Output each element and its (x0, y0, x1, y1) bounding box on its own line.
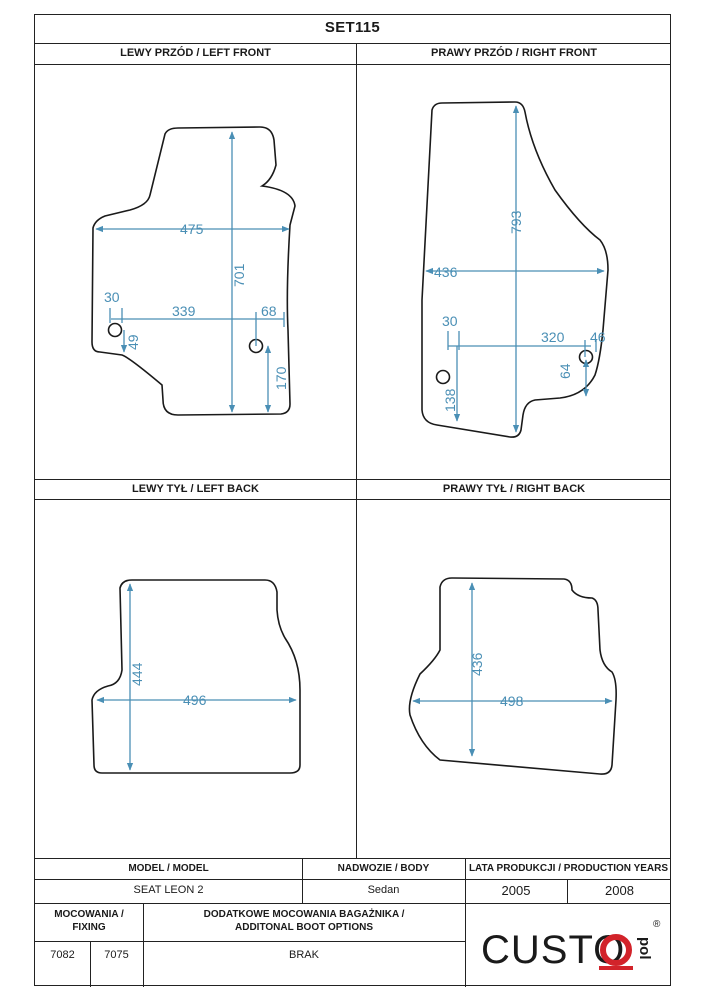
left-back-mat (92, 580, 300, 773)
boot-header-line2: ADDITONAL BOOT OPTIONS (235, 922, 373, 933)
boot-option-value: BRAK (289, 949, 319, 961)
section-right-front: PRAWY PRZÓD / RIGHT FRONT (430, 47, 598, 59)
fixing-header-line2: FIXING (72, 922, 106, 933)
set-code: SET115 (324, 19, 381, 36)
dim-right-front-hole-right-offset: 46 (590, 329, 606, 345)
dim-right-front-hole-right-height: 64 (557, 363, 573, 379)
logo-suffix: pol (636, 937, 653, 960)
dim-right-front-hole-offset: 30 (442, 313, 458, 329)
year-to: 2008 (605, 883, 634, 898)
year-from: 2005 (501, 883, 531, 898)
dim-left-front-height: 701 (231, 263, 247, 287)
dim-right-front-hole-spacing: 320 (541, 329, 565, 345)
logo-registered-mark: ® (653, 919, 661, 930)
fixing-code: 7075 (104, 949, 129, 961)
right-back-mat (409, 578, 616, 774)
dim-right-front-height: 793 (508, 210, 524, 234)
model-value: SEAT LEON 2 (133, 884, 204, 896)
dim-left-front-hole-offset: 30 (104, 289, 120, 305)
dim-left-front-hole-height: 49 (125, 334, 141, 350)
years-header: LATA PRODUKCJI / PRODUCTION YEARS (468, 863, 669, 874)
dim-left-front-hole-right-offset: 68 (261, 303, 277, 319)
body-header: NADWOZIE / BODY (337, 863, 430, 874)
fixing-header-line1: MOCOWANIA / (54, 909, 124, 920)
dim-left-back-width: 496 (183, 692, 207, 708)
dim-right-front-width: 436 (434, 264, 458, 280)
left-front-mat (92, 127, 295, 415)
dim-left-back-height: 444 (129, 662, 145, 686)
model-header: MODEL / MODEL (128, 863, 209, 874)
fixing-code: 7082 (50, 949, 75, 961)
dim-right-front-hole-height: 138 (442, 388, 458, 412)
body-value: Sedan (367, 884, 400, 896)
dim-left-front-hole-spacing: 339 (172, 303, 196, 319)
boot-header-line1: DODATKOWE MOCOWANIA BAGAŻNIKA / (203, 909, 405, 920)
section-left-back: LEWY TYŁ / LEFT BACK (132, 483, 259, 495)
dim-right-back-width: 498 (500, 693, 524, 709)
dim-right-back-height: 436 (469, 652, 485, 676)
dim-left-front-width: 475 (180, 221, 204, 237)
section-left-front: LEWY PRZÓD / LEFT FRONT (120, 47, 271, 59)
dim-left-front-hole-right-height: 170 (273, 366, 289, 390)
section-right-back: PRAWY TYŁ / RIGHT BACK (442, 483, 586, 495)
logo-wordmark: CUSTO (481, 928, 626, 972)
